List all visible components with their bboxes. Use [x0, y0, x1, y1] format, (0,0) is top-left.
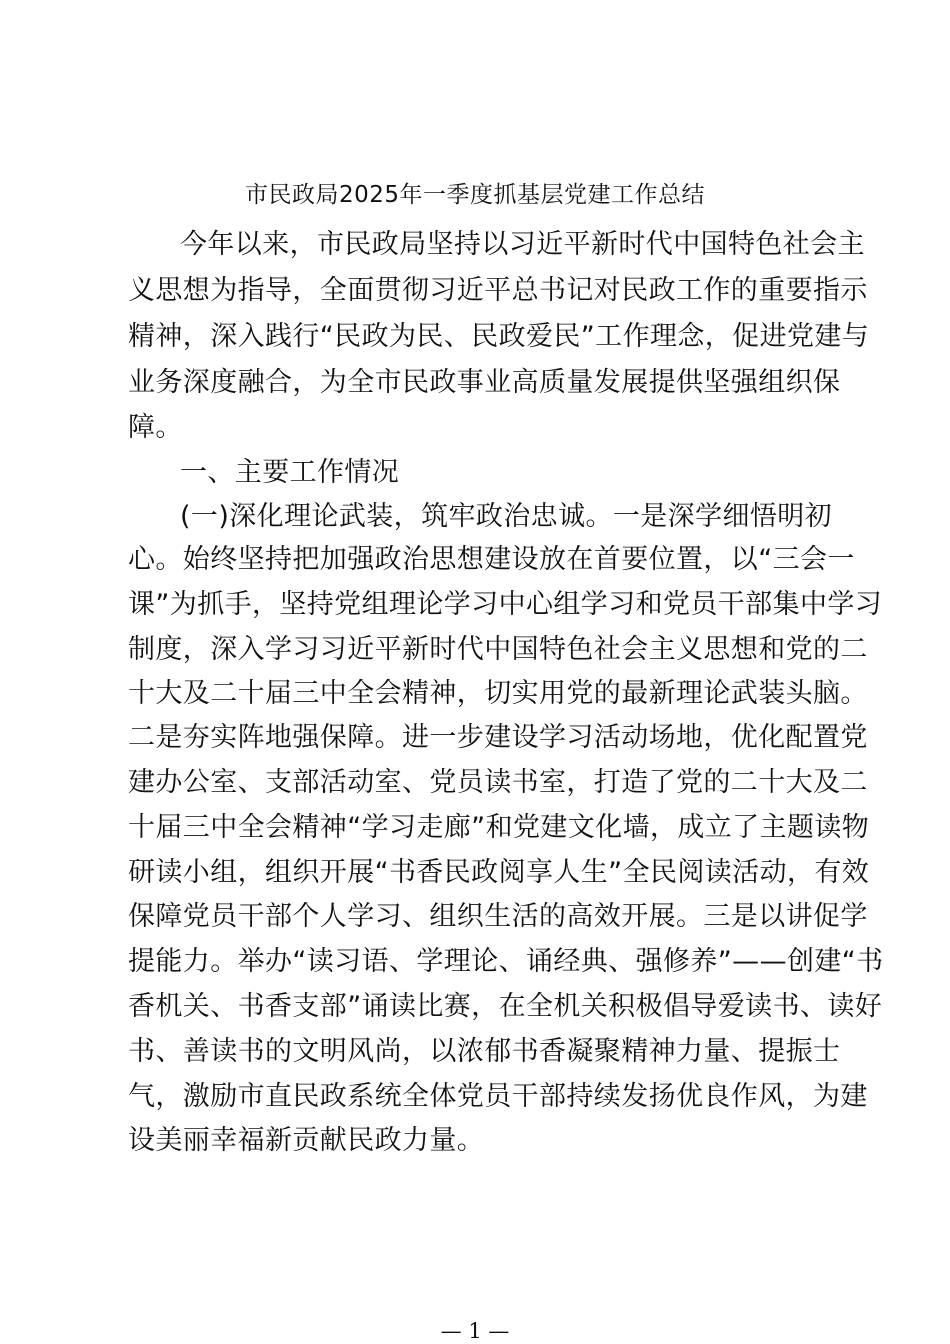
document-title: 市民政局2025年一季度抓基层党建工作总结	[244, 182, 706, 208]
section-heading: 一、主要工作情况	[180, 457, 400, 488]
body-line: 二是夯实阵地强保障。进一步建设学习活动场地，优化配置党	[128, 722, 868, 753]
body-line: 心。始终坚持把加强政治思想建设放在首要位置，以“三会一	[128, 544, 855, 575]
body-line: 提能力。举办“读习语、学理论、诵经典、强修养”——创建“书	[128, 946, 884, 977]
body-line: (一)深化理论武装，筑牢政治忠诚。一是深学细悟明初	[180, 501, 833, 532]
body-line: 制度，深入学习习近平新时代中国特色社会主义思想和党的二	[128, 634, 868, 665]
body-line: 香机关、书香支部”诵读比赛，在全机关积极倡导爱读书、读好	[128, 991, 883, 1022]
body-line: 十大及二十届三中全会精神，切实用党的最新理论武装头脑。	[128, 678, 868, 709]
body-line: 建办公室、支部活动室、党员读书室，打造了党的二十大及二	[128, 767, 868, 798]
body-line: 设美丽幸福新贡献民政力量。	[128, 1125, 485, 1156]
body-line: 保障党员干部个人学习、组织生活的高效开展。三是以讲促学	[128, 901, 868, 932]
body-line: 障。	[128, 412, 183, 443]
page-number: — 1 —	[440, 1319, 510, 1343]
body-line: 今年以来，市民政局坚持以习近平新时代中国特色社会主	[180, 229, 865, 260]
body-line: 业务深度融合，为全市民政事业高质量发展提供坚强组织保	[128, 367, 841, 398]
body-line: 书、善读书的文明风尚，以浓郁书香凝聚精神力量、提振士	[128, 1036, 841, 1067]
body-line: 十届三中全会精神“学习走廊”和党建文化墙，成立了主题读物	[128, 812, 870, 843]
body-line: 义思想为指导，全面贯彻习近平总书记对民政工作的重要指示	[128, 275, 868, 306]
body-line: 精神，深入践行“民政为民、民政爱民”工作理念，促进党建与	[128, 321, 870, 352]
body-line: 气，激励市直民政系统全体党员干部持续发扬优良作风，为建	[128, 1081, 868, 1112]
body-line: 研读小组，组织开展“书香民政阅享人生”全民阅读活动，有效	[128, 857, 870, 888]
body-line: 课”为抓手，坚持党组理论学习中心组学习和党员干部集中学习	[128, 589, 883, 620]
